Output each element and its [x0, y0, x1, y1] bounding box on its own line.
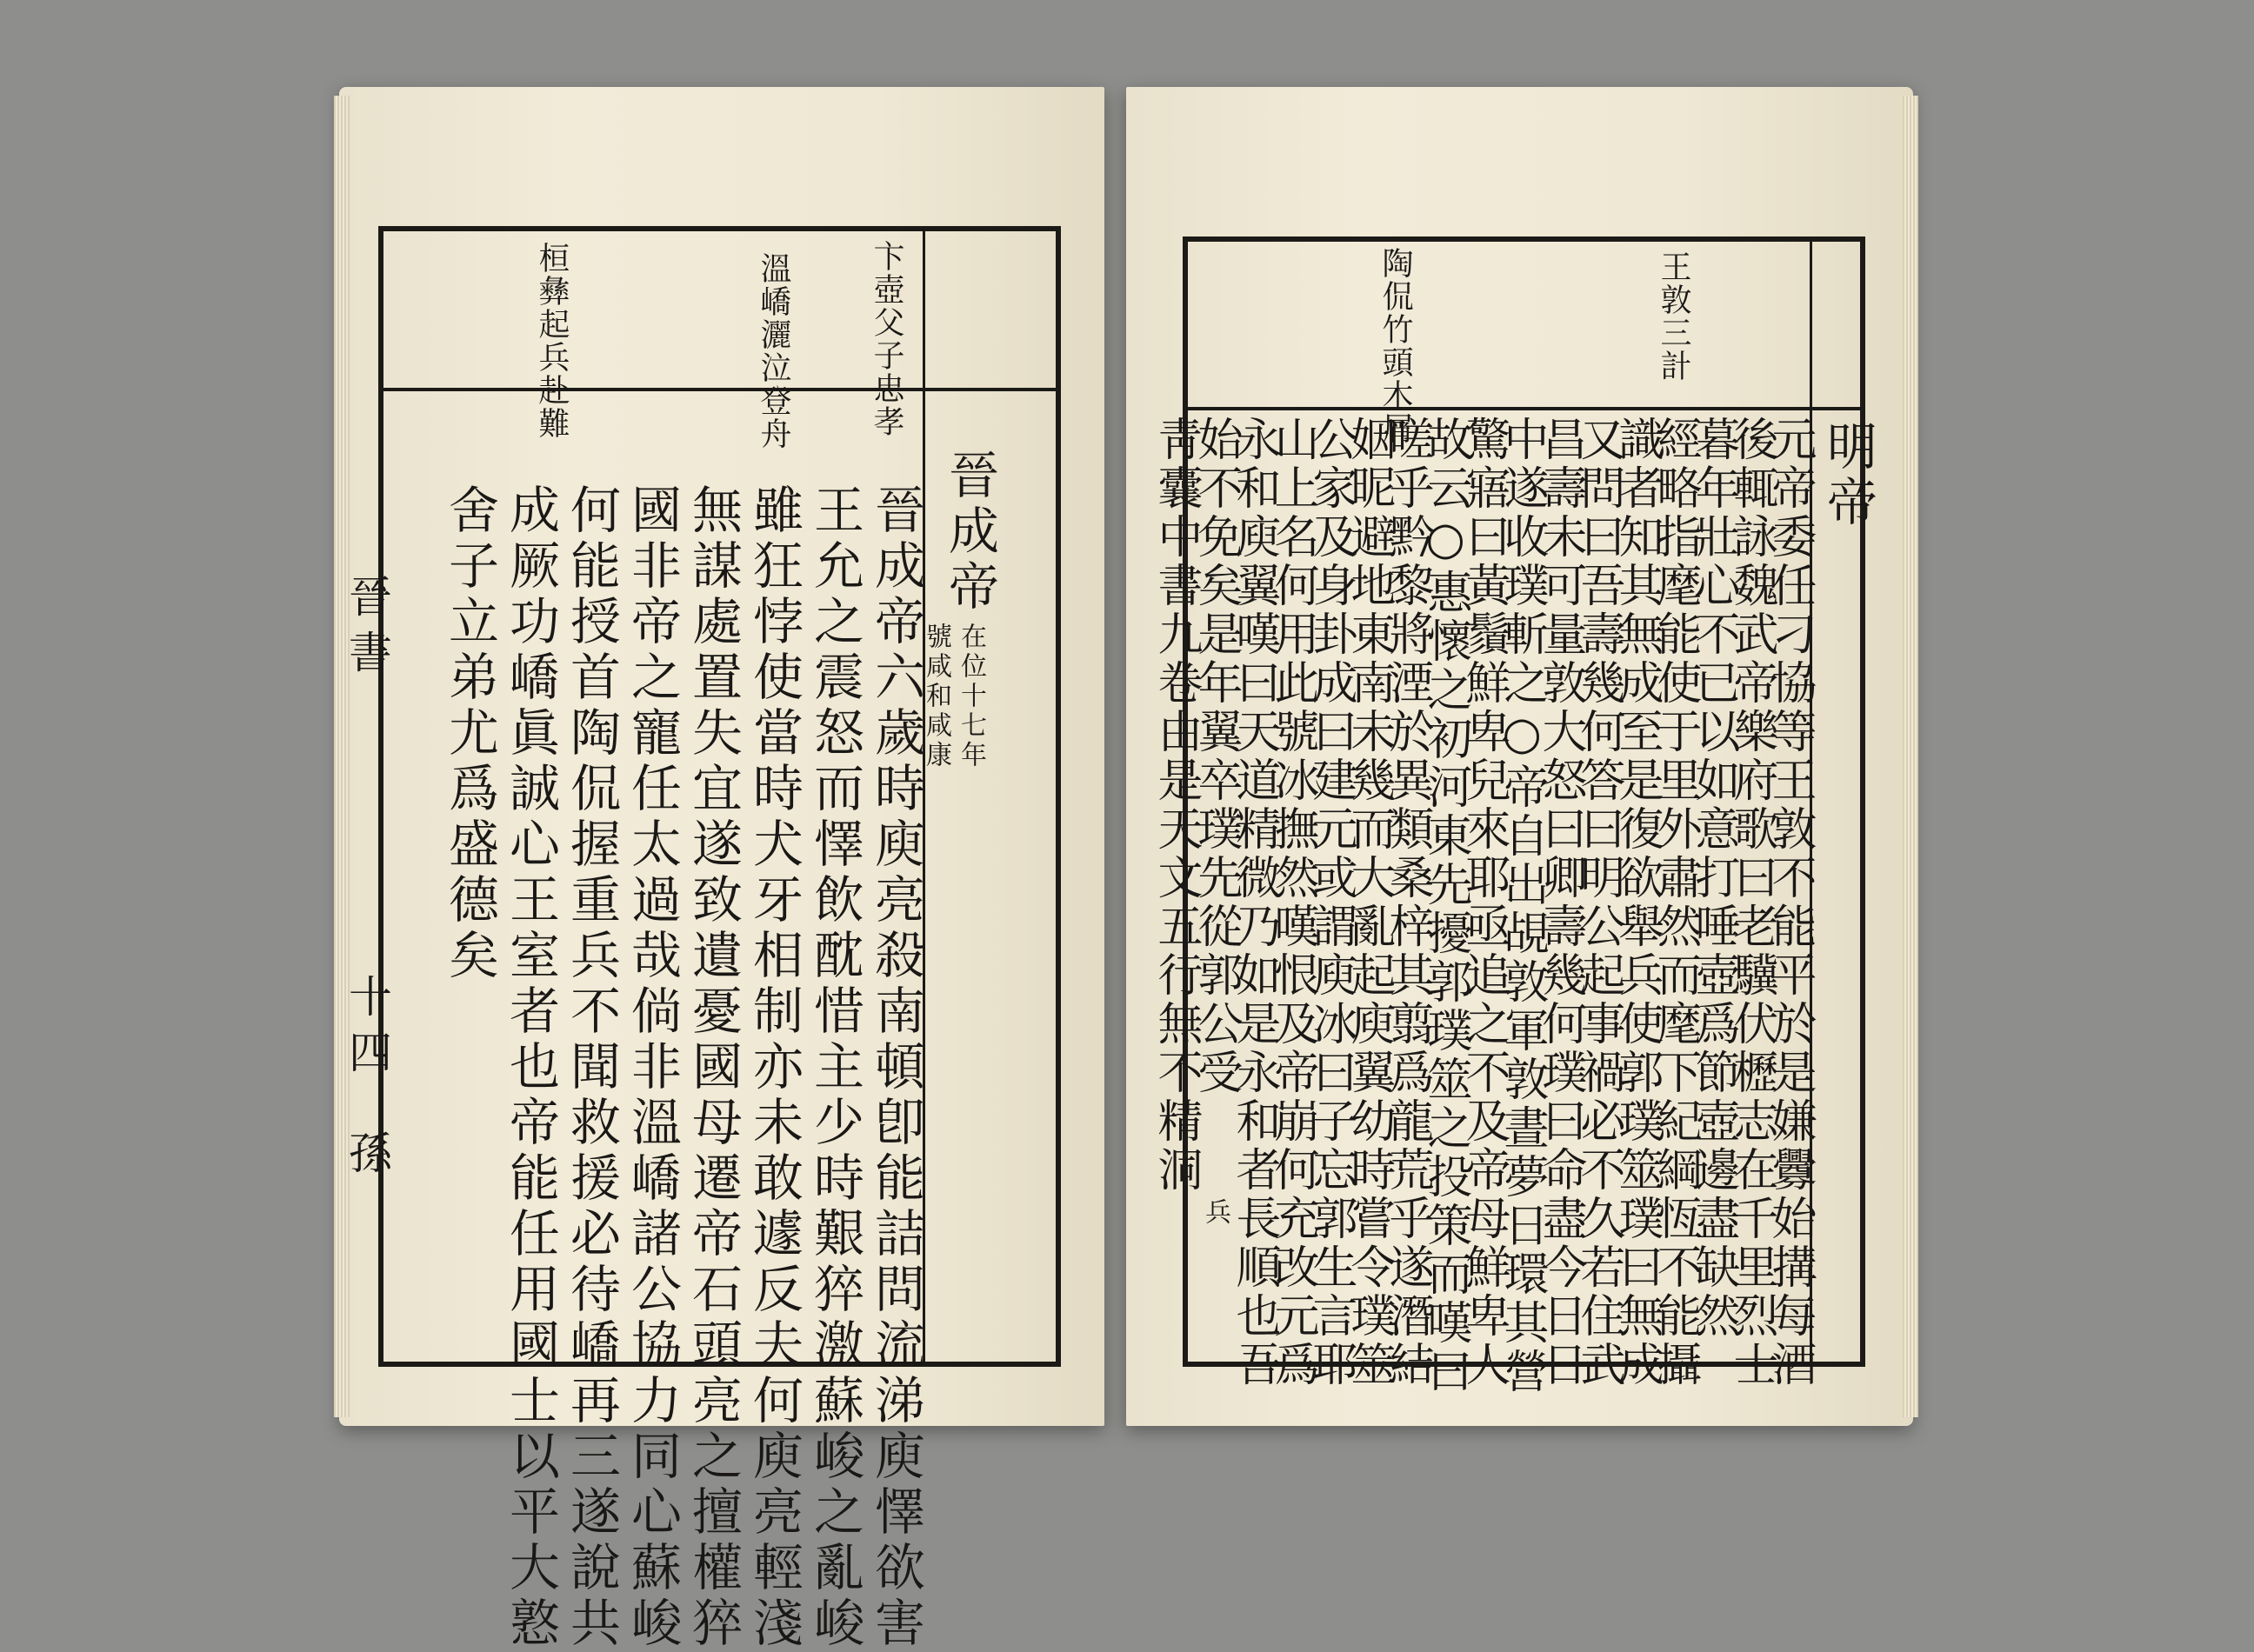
right-text-column-2: 後輒詠魏武帝樂府歌曰老驥伏櫪志在千里烈士 [1725, 416, 1777, 1389]
left-page-frame [378, 226, 1061, 1652]
left-page-edge [334, 96, 350, 1417]
left-margin-page-number: 十四 [342, 974, 392, 1085]
left-band-note-3: 桓彝起兵赴難 [534, 242, 570, 440]
left-band-note-1: 卞壺父子忠孝 [869, 240, 904, 438]
left-band-rule [383, 388, 1056, 391]
right-text-column-16: 始不免矣是年翼卒璞先從郭公受 [1190, 416, 1242, 1097]
left-text-column-4: 無謀處置失宜遂致遺憂國母遷帝石頭亮之擅權猝 [684, 483, 743, 1652]
left-text-column-2: 王允之震怒而懌飲酖惜主少時艱猝激蘇峻之亂峻 [805, 483, 864, 1652]
right-text-column-10: 故云○惠懷之初河東先擾郭璞筮之投策而嘆曰 [1419, 416, 1471, 1396]
left-heading: 晉成帝 [940, 449, 999, 616]
right-text-column-5: 識者知其無成至是復欲舉兵使郭璞筮璞曰無成 [1610, 416, 1663, 1389]
left-page [339, 87, 1104, 1652]
right-text-column-14: 山上名何用此號冰撫然嘆恨及帝崩何充改元爲 [1266, 416, 1318, 1389]
left-text-column-6: 何能授首陶侃握重兵不聞救援必待嶠再三遂說共 [562, 483, 621, 1652]
right-text-column-11: 嗟乎黔黎將湮於異類桑梓其翦爲龍荒乎遂潛結 [1381, 416, 1433, 1389]
right-text-column-3: 暮年壯心不已以如意打唾壺爲節壺邊盡缺然 [1687, 416, 1739, 1341]
right-heading: 明帝 [1818, 420, 1877, 531]
right-text-column-12: 姻昵避地東南未幾而大亂起庾翼幼時嘗令璞筮 [1343, 416, 1395, 1389]
open-book [339, 87, 1922, 1652]
right-page [1126, 87, 1913, 1426]
right-text-column-6: 又問曰吾壽幾何答曰明公起事禍必不久若住武 [1572, 416, 1624, 1389]
right-page-edge [1903, 96, 1918, 1417]
left-era-names: 號咸和咸康 [921, 623, 951, 770]
left-text-column-5: 國非帝之寵任太過哉倘非溫嶠諸公協力同心蘇峻 [623, 483, 682, 1652]
left-margin-mark: 孫 [342, 1130, 392, 1186]
right-band-rule [1188, 407, 1860, 410]
left-text-column-7: 成厥功嶠眞誠心王室者也帝能任用國士以平大憝 [501, 483, 560, 1652]
right-band-note-1: 王敦三計 [1656, 250, 1691, 383]
left-text-column-1: 晉成帝六歲時庾亮殺南頓卽能詰問流涕庾懌欲害 [866, 483, 925, 1652]
right-page-frame [1150, 236, 1877, 1396]
right-band-note-2: 陶侃竹頭木屑 [1377, 247, 1413, 445]
right-text-column-13: 公家及身卦成曰建元或謂庾冰曰子忘郭生言耶 [1304, 416, 1357, 1389]
right-inline-note: 兵 [1200, 1198, 1230, 1229]
right-text-column-8: 中遂收璞斬之○帝自出覘敦軍敦晝夢日環其營 [1496, 416, 1548, 1396]
right-text-column-7: 昌壽未可量敦大怒曰卿壽幾何璞曰命盡今日日 [1534, 416, 1586, 1389]
left-margin-title: 晉書 [342, 574, 392, 685]
left-reign-note: 在位十七年 [956, 623, 986, 770]
right-text-column-1: 元帝委任刁協等王敦不能平於是嫌釁始搆每酒 [1764, 416, 1816, 1389]
right-text-column-15: 永和庾翼嘆曰天道精微乃如是永和者長順也吾 [1228, 416, 1280, 1389]
right-text-column-4: 經略指麾能使于里外肅然而麾下紀綱恆不能攝 [1649, 416, 1701, 1389]
left-text-column-8: 舍子立弟尤爲盛德矣 [440, 483, 499, 984]
right-text-column-17: 靑囊中書九卷由是天文五行無不精洞 [1150, 416, 1202, 1195]
right-text-column-9: 驚寤曰黃鬚鮮卑兒來耶亟追之不及帝母鮮卑人 [1457, 416, 1510, 1389]
left-text-column-3: 雖狂悖使當時犬牙相制亦未敢遽反夫何庾亮輕淺 [744, 483, 804, 1652]
left-band-note-2: 溫嶠灑泣登舟 [756, 252, 791, 450]
